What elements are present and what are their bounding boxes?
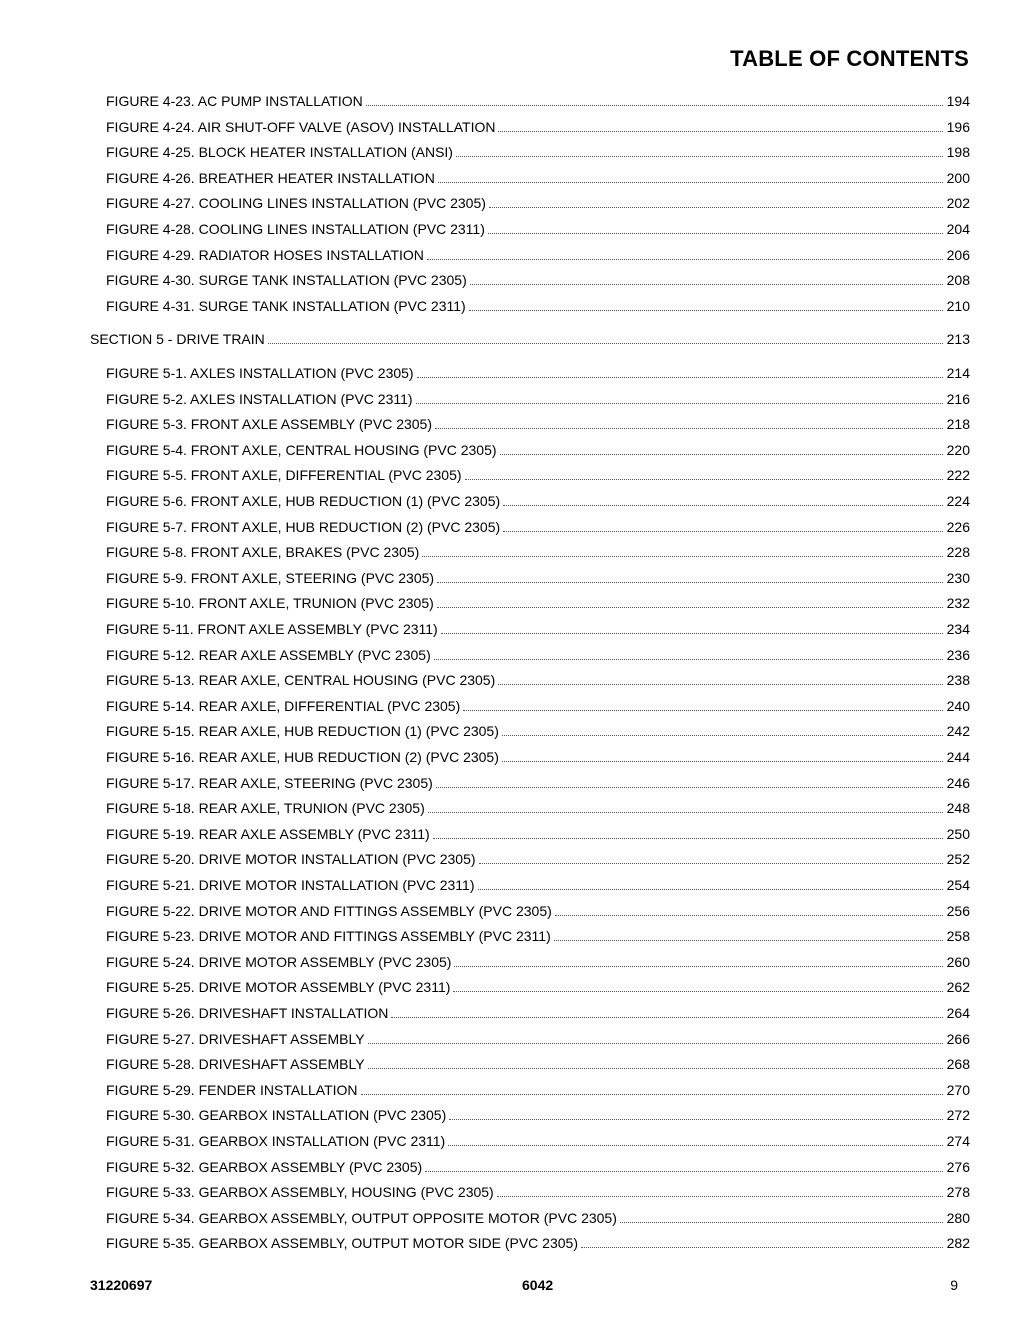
toc-entry-label: FIGURE 5-25. DRIVE MOTOR ASSEMBLY (PVC 2311) [106,979,451,995]
toc-entry-page: 266 [946,1031,970,1047]
toc-entry-page: 202 [946,195,970,211]
toc-entry-label: FIGURE 5-15. REAR AXLE, HUB REDUCTION (1) (PVC 2305) [106,723,499,739]
footer-page-number: 9 [950,1277,958,1293]
dot-leader [434,645,943,660]
toc-entry-label: FIGURE 4-27. COOLING LINES INSTALLATION (PVC 2305) [106,195,486,211]
dot-leader [453,977,942,992]
toc-figure-row[interactable] [106,414,970,433]
toc-entry-label: FIGURE 5-28. DRIVESHAFT ASSEMBLY [106,1056,365,1072]
dot-leader [554,926,943,941]
toc-figure-row[interactable] [106,568,970,587]
dot-leader [422,542,942,557]
toc-entry-page: 278 [946,1184,970,1200]
toc-entry-page: 236 [946,647,970,663]
toc-entry-label: FIGURE 5-26. DRIVESHAFT INSTALLATION [106,1005,389,1021]
toc-figure-row[interactable] [106,747,970,766]
toc-entry-page: 208 [946,272,970,288]
toc-entry-label: FIGURE 4-31. SURGE TANK INSTALLATION (PVC 2311) [106,298,466,314]
dot-leader [465,465,943,480]
toc-entry-label: FIGURE 5-32. GEARBOX ASSEMBLY (PVC 2305) [106,1159,423,1175]
toc-figure-row[interactable] [106,168,970,187]
dot-leader [437,568,943,583]
toc-entry-label: FIGURE 5-5. FRONT AXLE, DIFFERENTIAL (PVC 2305) [106,467,462,483]
toc-figure-row[interactable] [106,849,970,868]
dot-leader [391,1003,942,1018]
toc-figure-row[interactable] [106,901,970,920]
toc-entry-page: 264 [946,1005,970,1021]
dot-leader [620,1208,943,1223]
toc-entry-page: 276 [946,1159,970,1175]
dot-leader [433,824,943,839]
toc-entry-label: FIGURE 5-1. AXLES INSTALLATION (PVC 2305) [106,365,414,381]
toc-entry-label: FIGURE 4-30. SURGE TANK INSTALLATION (PVC 2305) [106,272,467,288]
toc-entry-page: 260 [946,954,970,970]
toc-figure-row[interactable] [106,465,970,484]
toc-entry-page: 248 [946,800,970,816]
toc-figure-row[interactable] [106,1233,970,1252]
toc-figure-row[interactable] [106,245,970,264]
toc-entry-page: 222 [946,467,970,483]
toc-entry-page: 274 [946,1133,970,1149]
toc-entry-label: FIGURE 5-34. GEARBOX ASSEMBLY, OUTPUT OPPOSITE MOTOR (PVC 2305) [106,1210,617,1226]
toc-entry-label: FIGURE 5-29. FENDER INSTALLATION [106,1082,358,1098]
toc-figure-row[interactable] [106,270,970,289]
dot-leader [438,168,943,183]
toc-entry-page: 280 [946,1210,970,1226]
toc-entry-page: 224 [946,493,970,509]
dot-leader [436,773,943,788]
toc-figure-row[interactable] [106,193,970,212]
toc-entry-label: FIGURE 5-20. DRIVE MOTOR INSTALLATION (PVC 2305) [106,851,476,867]
toc-entry-page: 268 [946,1056,970,1072]
toc-entry-page: 200 [946,170,970,186]
page-title: TABLE OF CONTENTS [730,46,969,71]
toc-entry-label: FIGURE 5-17. REAR AXLE, STEERING (PVC 2305) [106,775,433,791]
toc-figure-row[interactable] [106,1157,970,1176]
toc-entry-label: FIGURE 4-29. RADIATOR HOSES INSTALLATION [106,247,424,263]
toc-entry-label: FIGURE 5-33. GEARBOX ASSEMBLY, HOUSING (PVC 2305) [106,1184,494,1200]
dot-leader [425,1157,942,1172]
dot-leader [268,329,943,344]
toc-entry-label: FIGURE 5-23. DRIVE MOTOR AND FITTINGS ASSEMBLY (PVC 2311) [106,928,551,944]
toc-entry-page: 244 [946,749,970,765]
toc-figure-row[interactable] [106,1182,970,1201]
dot-leader [437,593,943,608]
toc-entry-page: 206 [946,247,970,263]
toc-entry-label: FIGURE 5-10. FRONT AXLE, TRUNION (PVC 2305) [106,595,434,611]
toc-figure-row[interactable] [106,1003,970,1022]
dot-leader [454,952,942,967]
toc-figure-row[interactable] [106,491,970,510]
dot-leader [368,1054,943,1069]
toc-entry-page: 252 [946,851,970,867]
toc-entry-label: FIGURE 5-16. REAR AXLE, HUB REDUCTION (2) (PVC 2305) [106,749,499,765]
toc-entry-page: 262 [946,979,970,995]
toc-entry-page: 198 [946,144,970,160]
toc-entry-page: 230 [946,570,970,586]
footer-part-number: 31220697 [90,1277,153,1293]
toc-figure-row[interactable] [106,593,970,612]
toc-entry-page: 213 [946,331,970,347]
dot-leader [498,670,942,685]
dot-leader [417,363,943,378]
dot-leader [427,245,943,260]
toc-entry-label: FIGURE 5-35. GEARBOX ASSEMBLY, OUTPUT MOTOR SIDE (PVC 2305) [106,1235,578,1251]
toc-figure-row[interactable] [106,721,970,740]
toc-entry-label: FIGURE 5-14. REAR AXLE, DIFFERENTIAL (PVC 2305) [106,698,461,714]
toc-entry-label: FIGURE 4-26. BREATHER HEATER INSTALLATION [106,170,435,186]
toc-figure-row[interactable] [106,296,970,315]
dot-leader [497,1182,943,1197]
toc-entry-page: 220 [946,442,970,458]
toc-entry-label: FIGURE 5-19. REAR AXLE ASSEMBLY (PVC 2311) [106,826,430,842]
toc-entry-page: 240 [946,698,970,714]
toc-figure-row[interactable] [106,440,970,459]
dot-leader [478,875,943,890]
toc-figure-row[interactable] [106,389,970,408]
toc-entry-label: FIGURE 5-21. DRIVE MOTOR INSTALLATION (PVC 2311) [106,877,475,893]
toc-entry-label: FIGURE 5-27. DRIVESHAFT ASSEMBLY [106,1031,365,1047]
toc-entry-label: FIGURE 5-8. FRONT AXLE, BRAKES (PVC 2305) [106,544,420,560]
toc-figure-row[interactable] [106,91,970,110]
toc-entry-page: 228 [946,544,970,560]
dot-leader [581,1233,943,1248]
toc-entry-label: SECTION 5 - DRIVE TRAIN [90,331,265,347]
toc-entry-page: 216 [946,391,970,407]
toc-figure-row[interactable] [106,875,970,894]
toc-entry-page: 272 [946,1107,970,1123]
toc-entry-page: 226 [946,519,970,535]
toc-section-row[interactable] [90,329,970,348]
toc-entry-label: FIGURE 4-25. BLOCK HEATER INSTALLATION (ANSI) [106,144,453,160]
toc-entry-label: FIGURE 5-7. FRONT AXLE, HUB REDUCTION (2) (PVC 2305) [106,519,501,535]
dot-leader [435,414,943,429]
toc-entry-label: FIGURE 5-13. REAR AXLE, CENTRAL HOUSING (PVC 2305) [106,672,496,688]
dot-leader [489,193,943,208]
toc-figure-row[interactable] [106,670,970,689]
toc-figure-row[interactable] [106,219,970,238]
toc-entry-page: 246 [946,775,970,791]
toc-entry-page: 256 [946,903,970,919]
dot-leader [416,389,943,404]
toc-figure-row[interactable] [106,1054,970,1073]
dot-leader [449,1105,942,1120]
toc-figure-row[interactable] [106,363,970,382]
toc-figure-row[interactable] [106,1105,970,1124]
dot-leader [441,619,943,634]
toc-entry-label: FIGURE 5-18. REAR AXLE, TRUNION (PVC 2305) [106,800,425,816]
toc-entry-page: 242 [946,723,970,739]
footer-model: 6042 [522,1277,554,1293]
toc-entry-page: 258 [946,928,970,944]
toc-entry-label: FIGURE 5-30. GEARBOX INSTALLATION (PVC 2305) [106,1107,447,1123]
toc-figure-row[interactable] [106,619,970,638]
toc-figure-row[interactable] [106,798,970,817]
toc-figure-row[interactable] [106,117,970,136]
toc-entry-page: 218 [946,416,970,432]
toc-entry-page: 270 [946,1082,970,1098]
dot-leader [368,1029,943,1044]
dot-leader [500,440,943,455]
toc-figure-row[interactable] [106,142,970,161]
toc-entry-label: FIGURE 5-3. FRONT AXLE ASSEMBLY (PVC 2305) [106,416,433,432]
dot-leader [463,696,942,711]
toc-figure-row[interactable] [106,1029,970,1048]
toc-figure-row[interactable] [106,773,970,792]
toc-entry-page: 282 [946,1235,970,1251]
toc-entry-page: 232 [946,595,970,611]
dot-leader [361,1080,943,1095]
toc-entry-label: FIGURE 5-2. AXLES INSTALLATION (PVC 2311) [106,391,413,407]
dot-leader [479,849,943,864]
toc-entry-label: FIGURE 5-22. DRIVE MOTOR AND FITTINGS ASSEMBLY (PVC 2305) [106,903,552,919]
toc-entry-label: FIGURE 5-9. FRONT AXLE, STEERING (PVC 2305) [106,570,435,586]
dot-leader [502,721,943,736]
toc-entry-label: FIGURE 5-24. DRIVE MOTOR ASSEMBLY (PVC 2305) [106,954,452,970]
dot-leader [366,91,943,106]
dot-leader [470,270,943,285]
toc-figure-row[interactable] [106,542,970,561]
toc-figure-row[interactable] [106,696,970,715]
toc-entry-page: 214 [946,365,970,381]
toc-entry-label: FIGURE 5-31. GEARBOX INSTALLATION (PVC 2311) [106,1133,446,1149]
toc-entry-page: 238 [946,672,970,688]
dot-leader [498,117,942,132]
toc-entry-label: FIGURE 5-12. REAR AXLE ASSEMBLY (PVC 2305) [106,647,431,663]
toc-figure-row[interactable] [106,1131,970,1150]
dot-leader [448,1131,942,1146]
toc-entry-label: FIGURE 4-23. AC PUMP INSTALLATION [106,93,363,109]
dot-leader [488,219,943,234]
toc-entry-page: 204 [946,221,970,237]
dot-leader [456,142,943,157]
toc-entry-label: FIGURE 5-11. FRONT AXLE ASSEMBLY (PVC 2311) [106,621,438,637]
toc-figure-row[interactable] [106,517,970,536]
toc-entry-label: FIGURE 4-28. COOLING LINES INSTALLATION (PVC 2311) [106,221,485,237]
dot-leader [555,901,943,916]
toc-figure-row[interactable] [106,645,970,664]
toc-figure-row[interactable] [106,952,970,971]
dot-leader [502,747,943,762]
toc-figure-row[interactable] [106,977,970,996]
toc-figure-row[interactable] [106,1080,970,1099]
toc-figure-row[interactable] [106,1208,970,1227]
toc-entry-page: 254 [946,877,970,893]
toc-figure-row[interactable] [106,824,970,843]
toc-entry-label: FIGURE 5-4. FRONT AXLE, CENTRAL HOUSING (PVC 2305) [106,442,497,458]
toc-entry-label: FIGURE 5-6. FRONT AXLE, HUB REDUCTION (1) (PVC 2305) [106,493,501,509]
dot-leader [428,798,943,813]
dot-leader [503,491,942,506]
toc-figure-row[interactable] [106,926,970,945]
toc-entry-page: 194 [946,93,970,109]
dot-leader [469,296,943,311]
toc-entry-page: 210 [946,298,970,314]
toc-entry-label: FIGURE 4-24. AIR SHUT-OFF VALVE (ASOV) INSTALLATION [106,119,496,135]
toc-entry-page: 196 [946,119,970,135]
toc-entry-page: 250 [946,826,970,842]
toc-entry-page: 234 [946,621,970,637]
dot-leader [503,517,942,532]
